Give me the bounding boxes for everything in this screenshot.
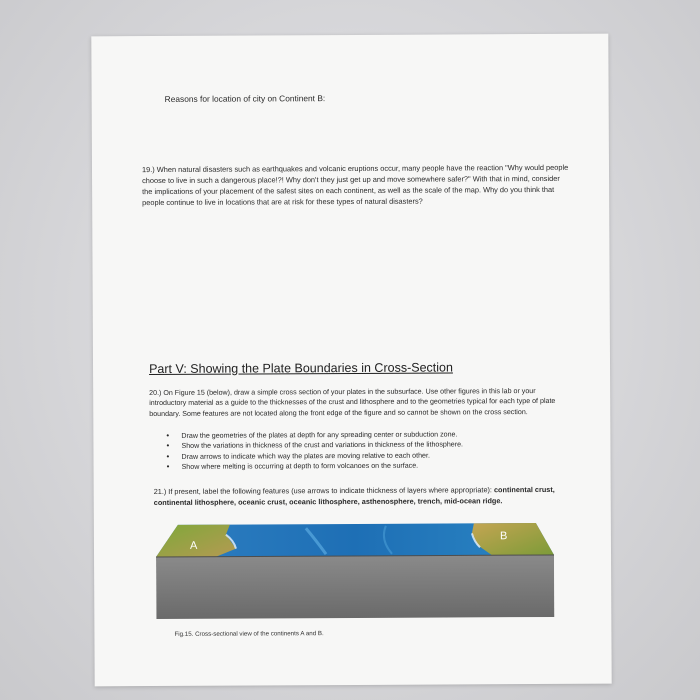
instruction-item: • Show the variations in thickness of the crust and variations in thickness of the lithosphere.: [163, 439, 563, 451]
figure-caption: Fig.15. Cross-sectional view of the continents A and B.: [174, 630, 324, 638]
question-21-terms: continental crust, continental lithosphere, oceanic crust, oceanic lithosphere, asthenosphere, trench, mid-ocean ridge.: [153, 484, 555, 507]
block-front-face: [156, 555, 554, 619]
question-19: 19.) When natural disasters such as earthquakes and volcanic eruptions occur, many people have the reaction "Why would people choose to live in such a dangerous place!?! Why don't they just get up and move somewhere safer?" With that in mind, consider the implications of your placement of the safest sites on each continent, as well as the scale of the map. Why do you think that people continue to live in locations that are at risk for these types of natural disasters?: [141, 162, 569, 208]
instruction-item: • Draw arrows to indicate which way the plates are moving relative to each other.: [163, 449, 563, 461]
question-20: 20.) On Figure 15 (below), draw a simple cross section of your plates in the subsurface. Use other figures in this lab or your introductory material as a guide to the thicknesses of the crust and lithosphere and to the geometries typical for each type of plate boundary. Some features are not located along the front edge of the figure and so cannot be shown on the cross section.: [149, 387, 556, 418]
question-21: [154, 485, 574, 508]
cross-section-figure: [156, 517, 555, 623]
part-v-heading: Part V: Showing the Plate Boundaries in Cross-Section: [149, 360, 453, 377]
reasons-label: Reasons for location of city on Continent B:: [164, 93, 326, 104]
label-b: B: [499, 530, 508, 543]
document-page: [91, 34, 611, 687]
label-a: A: [189, 539, 198, 552]
instruction-item: • Show where melting is occurring at depth to form volcanoes on the surface.: [164, 460, 564, 472]
question-21-intro: 21.) If present, label the following features (use arrows to indicate thickness of layers where appropriate):: [153, 485, 492, 497]
instruction-list: [163, 429, 563, 472]
instruction-item: • Draw the geometries of the plates at depth for any spreading center or subduction zone.: [163, 429, 563, 441]
